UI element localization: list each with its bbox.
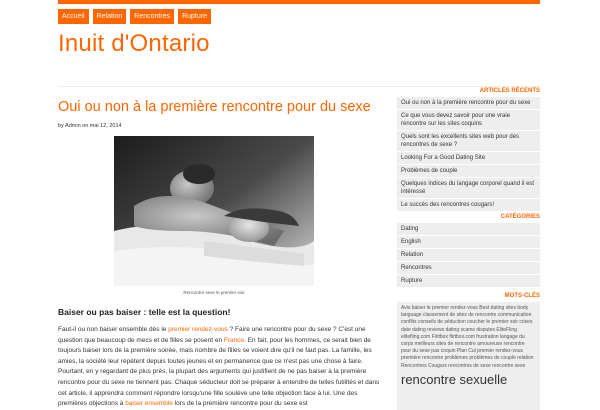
widget-title: MOTS-CLÉS (504, 293, 540, 299)
recent-post-link[interactable]: Ce que vous devez savoir pour une vraie rencontre sur les sites coquins (397, 110, 540, 130)
site-title[interactable]: Inuit d'Ontario (58, 30, 210, 57)
recent-post-link[interactable]: Le succès des rencontres cougars! (397, 199, 540, 211)
post-text-segment: Faut-il ou non baiser ensemble dès le (58, 326, 169, 333)
recent-post-link[interactable]: Quelques indices du langage corporel quand il est intéressé (397, 178, 540, 198)
recent-post-link[interactable]: Quels sont les excellents sites web pour des rencontres de sexe ? (397, 131, 540, 151)
recent-post-link[interactable]: Problèmes de couple (397, 165, 540, 177)
tag-cloud (397, 302, 540, 410)
post-image (114, 136, 314, 286)
tag-cloud-links[interactable]: Avis baiser le premier rendez-vous Best dating sites body language classement de sites de rencontre communication conflits conseils de séduction coucher le premier soir crises date dating reviews dating scams disputes EliteFling elitefling.com Flirtbox flirtbox.com frustration langage du corps meilleurs sites de rencontre amoureuse rencontre pour du sexe pas coquin Plan Cul premier rendez-vous première rencontre problèmes problèmes de couple relation Rencontres Cougars rencontres de sexe rencontre sexe (401, 305, 534, 369)
tags-widget (397, 292, 540, 410)
recent-posts-widget (397, 87, 540, 212)
premier-rendez-vous-link[interactable]: premier rendez-vous (168, 326, 228, 333)
tag-link-rencontre-sexuelle[interactable]: rencontre sexuelle (401, 371, 508, 387)
post-subtitle: Baiser ou pas baiser : telle est la question! (58, 307, 231, 317)
recent-post-link[interactable]: Oui ou non à la première rencontre pour du sexe (397, 97, 540, 109)
post-body (58, 325, 388, 410)
widget-title: ARTICLES RÉCENTS (479, 88, 540, 94)
post-text-segment: . En fait, pour les hommes, ce serait bien de toujours baiser lors de la première soirée, mais nombre de filles se voient dire qu'il ne faut pas. La famille, les amies, la société leur répètent depuis toutes jeunes et en permanence que ce n'est pas une chose à faire. Pourtant, en y regardant de plus près, la plupart des arguments qui justifient de ne pas baiser à la première rencontre pour du sexe ne tiennent pas. Chaque séducteur doit se préparer à entendre de telles futilités et dans cet article, il apprendra comment répondre lorsqu'une fille soulève une telle objection face à lui. Une des premières objections à (58, 336, 380, 408)
nav-item-relation[interactable]: Relation (93, 9, 127, 24)
category-link-rencontres[interactable]: Rencontres (397, 262, 540, 274)
category-link-relation[interactable]: Relation (397, 249, 540, 261)
france-link[interactable]: France (223, 336, 245, 344)
nav-item-rupture[interactable]: Rupture (178, 9, 211, 24)
category-link-dating[interactable]: Dating (397, 223, 540, 235)
nav-item-accueil[interactable]: Accueil (58, 9, 89, 24)
category-link-rupture[interactable]: Rupture (397, 275, 540, 287)
top-accent-bar (58, 0, 540, 4)
recent-post-link[interactable]: Looking For a Good Dating Site (397, 152, 540, 164)
main-nav (58, 9, 211, 24)
baiser-ensemble-link[interactable]: baiser ensemble (125, 400, 173, 408)
couple-photo-illustration (114, 136, 314, 286)
nav-item-rencontres[interactable]: Rencontres (130, 9, 174, 24)
image-caption: Rencontre sexe le premier soir (183, 290, 245, 295)
post-text-segment: ? Faire une rencontre pour du sexe ? C'est une question que beaucoup de mecs et de filles se posent en (58, 326, 366, 344)
category-link-english[interactable]: English (397, 236, 540, 248)
post-meta: by Admin on mai 12, 2014 (58, 123, 122, 129)
post-text-segment: lors de la première rencontre pour du sexe est (172, 400, 308, 408)
widget-title: CATÉGORIES (500, 214, 540, 220)
categories-widget (397, 213, 540, 288)
post-title[interactable]: Oui ou non à la première rencontre pour du sexe (58, 99, 371, 115)
